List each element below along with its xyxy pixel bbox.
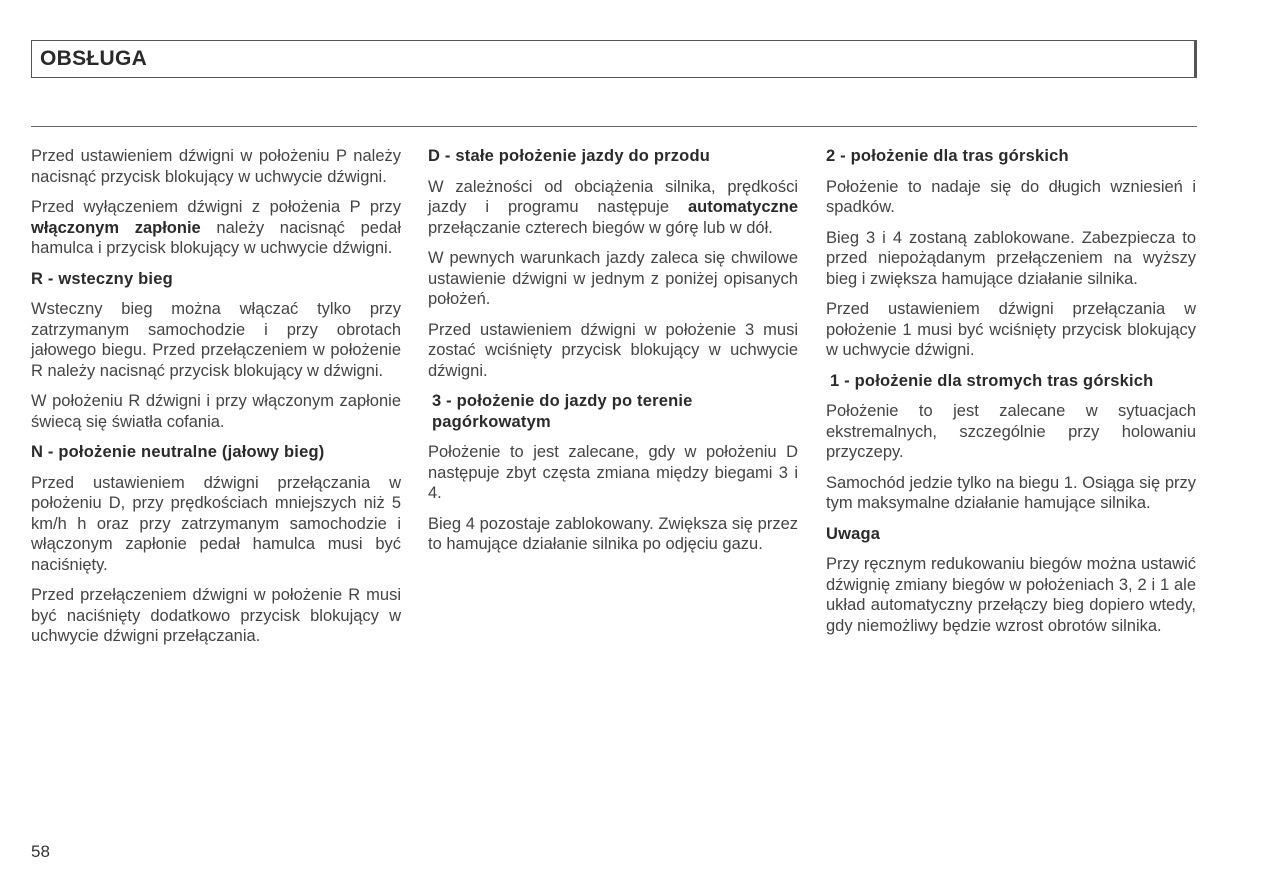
paragraph-position-3-1: Położenie to jest zalecane, gdy w położeniu D następuje zbyt częsta zmiana między biegami 3 i 4. <box>428 443 798 502</box>
emphasis-ignition-on: włączonym zapłonie <box>31 218 201 237</box>
paragraph-position-2-1: Położenie to nadaje się do długich wzniesień i spadków. <box>826 177 1196 216</box>
section-header-box <box>31 40 1197 78</box>
paragraph-position-2-2: Bieg 3 i 4 zostaną zablokowane. Zabezpiecza to przed niepożądanym przełączeniem na wyższy bieg i zwiększa hamujące działanie silnika. <box>826 228 1196 288</box>
page-number: 58 <box>31 842 50 861</box>
paragraph-p-release: Przed wyłączeniem dźwigni z położenia P przy włączonym zapłonie należy nacisnąć pedał hamulca i przycisk blokujący w uchwycie dźwigni. <box>31 198 401 257</box>
column-right <box>826 146 1196 646</box>
divider-rule <box>31 126 1197 127</box>
column-middle <box>428 146 798 565</box>
paragraph-drive-3: Przed ustawieniem dźwigni w położenie 3 musi zostać wciśnięty przycisk blokujący w uchwycie dźwigni. <box>428 320 798 380</box>
paragraph-note: Przy ręcznym redukowaniu biegów można ustawić dźwignię zmiany biegów w położeniach 3, 2 i 1 ale układ automatyczny przełączy bieg dopiero wtedy, gdy niemożliwy będzie wzrost obrotów silnika. <box>826 555 1196 635</box>
paragraph-reverse-1: Wsteczny bieg można włączać tylko przy zatrzymanym samochodzie i przy obrotach jałowego biegu. Przed przełączeniem w położenie R należy nacisnąć przycisk blokujący w dźwigni. <box>31 300 401 380</box>
paragraph-p-position: Przed ustawieniem dźwigni w położeniu P należy nacisnąć przycisk blokujący w uchwycie dźwigni. <box>31 147 401 186</box>
paragraph-position-1-2: Samochód jedzie tylko na biegu 1. Osiąga się przy tym maksymalne działanie hamujące silnika. <box>826 473 1196 512</box>
heading-reverse: R - wsteczny bieg <box>31 269 173 288</box>
column-left <box>31 146 401 657</box>
paragraph-position-1-1: Położenie to jest zalecane w sytuacjach ekstremalnych, szczególnie przy holowaniu przyczepy. <box>826 402 1196 461</box>
paragraph-drive-2: W pewnych warunkach jazdy zaleca się chwilowe ustawienie dźwigni w jednym z poniżej opisanych położeń. <box>428 249 798 308</box>
paragraph-neutral-1: Przed ustawieniem dźwigni przełączania w położeniu D, przy prędkościach mniejszych niż 5 km/h h oraz przy zatrzymanym samochodzie i włączonym zapłonie pedał hamulca musi być naciśnięty. <box>31 473 401 574</box>
emphasis-automatic: automatyczne <box>687 198 798 216</box>
heading-note: Uwaga <box>826 524 881 543</box>
heading-position-2: 2 - położenie dla tras górskich <box>826 147 1069 165</box>
paragraph-position-3-2: Bieg 4 pozostaje zablokowany. Zwiększa się przez to hamujące działanie silnika po odjęciu gazu. <box>428 514 798 553</box>
section-title: OBSŁUGA <box>40 47 148 70</box>
heading-position-1: 1 - położenie dla stromych tras górskich <box>830 371 1154 390</box>
heading-neutral: N - położenie neutralne (jałowy bieg) <box>31 443 325 461</box>
heading-drive: D - stałe położenie jazdy do przodu <box>428 147 711 165</box>
paragraph-reverse-2: W położeniu R dźwigni i przy włączonym zapłonie świecą się światła cofania. <box>31 392 401 431</box>
heading-position-3: 3 - położenie do jazdy po terenie pagórkowatym <box>432 392 693 431</box>
paragraph-drive-1: W zależności od obciążenia silnika, prędkości jazdy i programu następuje automatyczne przełączanie czterech biegów w górę lub w dół. <box>428 177 798 237</box>
paragraph-neutral-2: Przed przełączeniem dźwigni w położenie R musi być naciśnięty dodatkowo przycisk blokujący w uchwycie dźwigni przełączania. <box>31 586 401 645</box>
paragraph-position-2-3: Przed ustawieniem dźwigni przełączania w położenie 1 musi być wciśnięty przycisk blokujący w uchwycie dźwigni. <box>826 300 1196 359</box>
